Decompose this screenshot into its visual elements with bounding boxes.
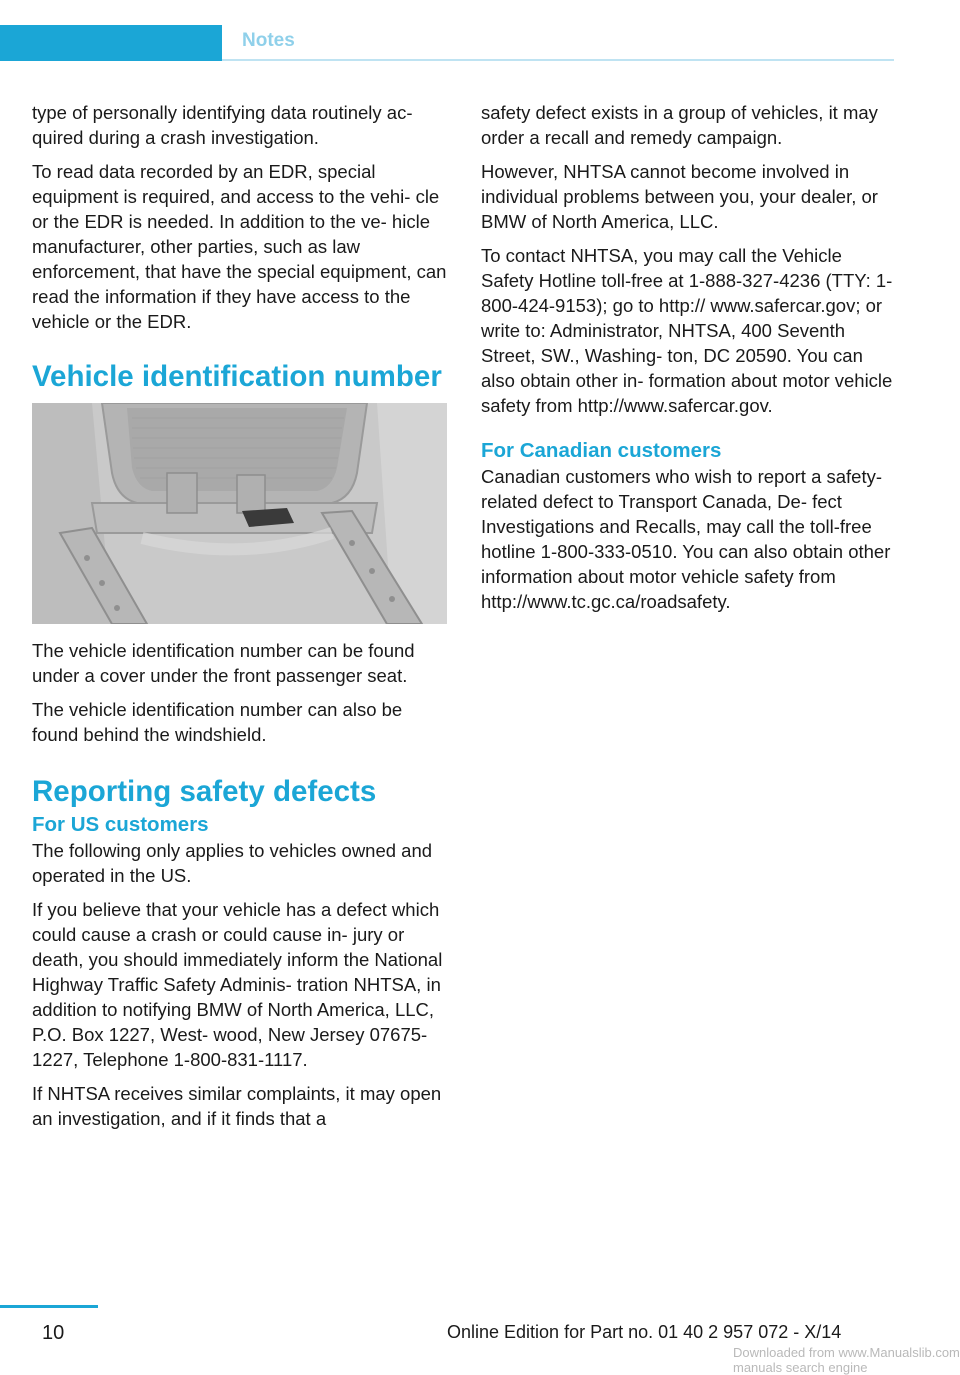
paragraph: safety defect exists in a group of vehicles, it may order a recall and remedy campaign.: [481, 102, 878, 148]
paragraph: Canadian customers who wish to report a safety-related defect to Transport Canada, De‐ fect Investigations and Recalls, may call the toll-free hotline 1-800-333-0510. You can also obtain other information about motor vehicle safety from http://www.tc.gc.ca/roadsafety.: [481, 466, 891, 612]
edition-text: Online Edition for Part no. 01 40 2 957 072 - X/14: [447, 1322, 842, 1342]
header-rule: [222, 59, 894, 61]
left-column: [32, 100, 450, 1140]
paragraph: If NHTSA receives similar complaints, it may open an investigation, and if it finds that a: [32, 1083, 442, 1129]
watermark-text: Downloaded from www.Manualslib.com manuals search engine: [733, 1345, 960, 1375]
paragraph: To read data recorded by an EDR, special equipment is required, and access to the vehi‐ cle or the EDR is needed. In addition to the ve‐ hicle manufacturer, other parties, such as law enforcement, that have the special equipment, can read the information if they have access to the vehicle or the EDR.: [32, 161, 447, 332]
heading-reporting-safety-defects: Reporting safety defects: [32, 775, 377, 808]
heading-vehicle-identification-number: Vehicle identification number: [32, 360, 442, 393]
paragraph: However, NHTSA cannot become involved in individual problems between you, your dealer, or BMW of North America, LLC.: [481, 161, 878, 232]
header-accent-bar: [0, 25, 222, 61]
paragraph: The following only applies to vehicles owned and operated in the US.: [32, 840, 433, 886]
heading-canadian-customers: For Canadian customers: [481, 439, 722, 462]
paragraph: If you believe that your vehicle has a defect which could cause a crash or could cause in‐ jury or death, you should immediately inform the National Highway Traffic Safety Adminis‐ tration NHTSA, in addition to notifying BMW of North America, LLC, P.O. Box 1227, West‐ wood, New Jersey 07675-1227, Telephone 1-800-831-1117.: [32, 899, 443, 1070]
vin-seat-illustration: [32, 403, 447, 624]
paragraph: type of personally identifying data routinely ac‐ quired during a crash investigation.: [32, 102, 413, 148]
right-column: [481, 100, 899, 623]
paragraph: The vehicle identification number can also be found behind the windshield.: [32, 699, 403, 745]
page-number: 10: [42, 1322, 65, 1344]
heading-us-customers: For US customers: [32, 813, 209, 836]
footer-rule: [0, 1305, 98, 1308]
paragraph: The vehicle identification number can be found under a cover under the front passenger seat.: [32, 640, 415, 686]
paragraph: To contact NHTSA, you may call the Vehicle Safety Hotline toll-free at 1-888-327-4236 (TTY: 1-800-424-9153); go to http:// www.safercar.gov; or write to: Administrator, NHTSA, 400 Seventh Street, SW., Washing‐ ton, DC 20590. You can also obtain other in‐ formation about motor vehicle safety from http://www.safercar.gov.: [481, 245, 893, 416]
section-title: Notes: [242, 30, 295, 51]
